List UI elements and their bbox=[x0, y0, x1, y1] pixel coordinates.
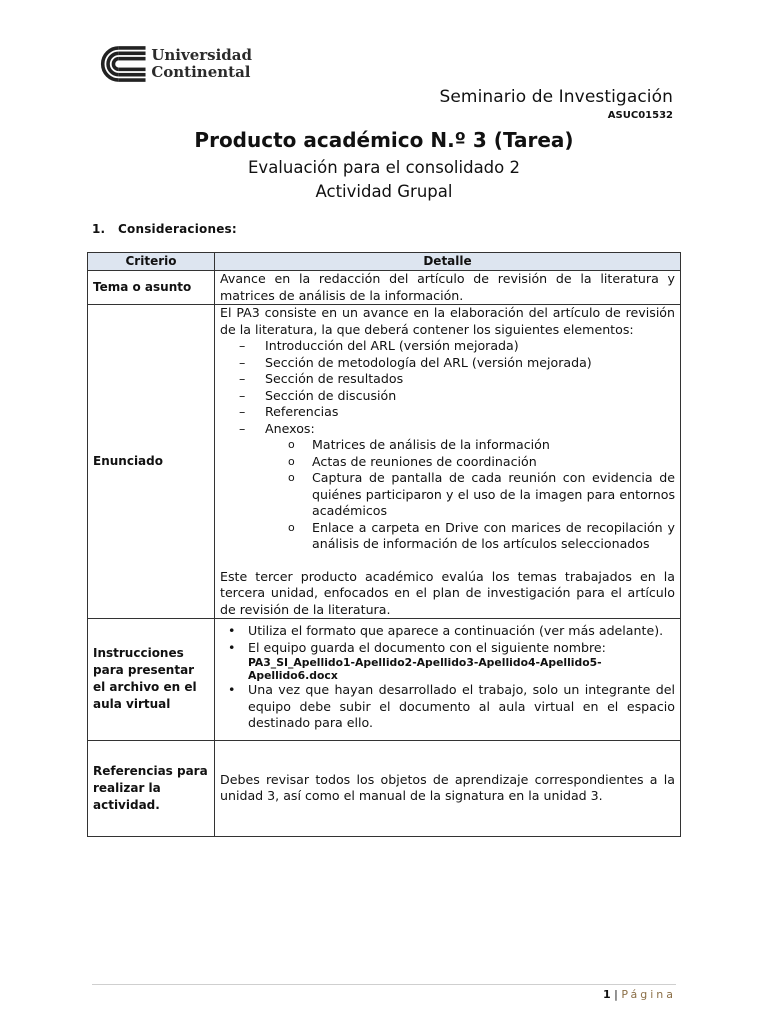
file-name: PA3_SI_Apellido1-Apellido2-Apellido3-Apellido4-Apellido5-Apellido6.docx bbox=[248, 656, 602, 682]
list-item bbox=[220, 640, 675, 683]
list-item: o Matrices de análisis de la información bbox=[220, 437, 675, 454]
section-heading bbox=[92, 222, 237, 236]
instructions-list bbox=[220, 623, 675, 732]
table-row bbox=[88, 305, 681, 619]
page-label: Página bbox=[621, 988, 676, 1001]
list-item: – Sección de resultados bbox=[220, 371, 675, 388]
course-header bbox=[439, 87, 673, 121]
elements-list bbox=[220, 338, 675, 437]
row-detail-tema: Avance en la redacción del artículo de revisión de la literatura y matrices de análisis de la información. bbox=[215, 271, 681, 305]
enunciado-closing: Este tercer producto académico evalúa los temas trabajados en la tercera unidad, enfocados en el plan de investigación para el artículo de revisión de la literatura. bbox=[220, 568, 675, 617]
list-item: – Introducción del ARL (versión mejorada) bbox=[220, 338, 675, 355]
instruction-text: El equipo guarda el documento con el siguiente nombre: bbox=[248, 639, 606, 655]
list-item: • Una vez que hayan desarrollado el trabajo, solo un integrante del equipo debe subir el documento al aula virtual en el espacio destinado para ello. bbox=[220, 682, 675, 732]
list-item: • Utiliza el formato que aparece a continuación (ver más adelante). bbox=[220, 623, 675, 640]
table-row bbox=[88, 271, 681, 305]
enunciado-intro: El PA3 consiste en un avance en la elaboración del artículo de revisión de la literatura, la que deberá contener los siguientes elementos: bbox=[220, 305, 675, 337]
list-item: – Anexos: bbox=[220, 421, 675, 438]
row-label-enunciado: Enunciado bbox=[88, 305, 215, 619]
header-detalle: Detalle bbox=[215, 253, 681, 271]
document-subtitle: Evaluación para el consolidado 2 bbox=[248, 158, 520, 177]
list-item: o Enlace a carpeta en Drive con marices de recopilación y análisis de información de los artículos seleccionados bbox=[220, 520, 675, 553]
list-item: – Sección de metodología del ARL (versión mejorada) bbox=[220, 355, 675, 372]
document-titles bbox=[0, 126, 768, 204]
footer-separator: | bbox=[614, 988, 618, 1001]
row-label-tema: Tema o asunto bbox=[88, 271, 215, 305]
section-number: 1. bbox=[92, 222, 106, 236]
table-row bbox=[88, 619, 681, 741]
university-emblem-icon bbox=[92, 42, 147, 86]
row-label-referencias: Referencias para realizar la actividad. bbox=[88, 740, 215, 836]
row-label-instrucciones: Instrucciones para presentar el archivo en el aula virtual bbox=[88, 619, 215, 741]
table-row bbox=[88, 740, 681, 836]
table-header-row bbox=[88, 253, 681, 271]
logo-line-2: Continental bbox=[151, 63, 251, 81]
page-footer bbox=[603, 988, 676, 1001]
list-item: – Sección de discusión bbox=[220, 388, 675, 405]
page-number: 1 bbox=[602, 988, 611, 1001]
course-code: ASUC01532 bbox=[607, 110, 673, 121]
logo-line-1: Universidad bbox=[151, 46, 252, 64]
list-item: o Actas de reuniones de coordinación bbox=[220, 454, 675, 471]
header-criterio: Criterio bbox=[88, 253, 215, 271]
university-logo bbox=[92, 42, 252, 86]
row-detail-referencias: Debes revisar todos los objetos de aprendizaje correspondientes a la unidad 3, así como el manual de la signatura en la unidad 3. bbox=[215, 740, 681, 836]
course-name: Seminario de Investigación bbox=[439, 87, 673, 107]
activity-type: Actividad Grupal bbox=[315, 182, 453, 201]
section-title: Consideraciones: bbox=[118, 222, 237, 236]
considerations-table bbox=[87, 252, 681, 837]
row-detail-enunciado bbox=[215, 305, 681, 619]
annex-list bbox=[220, 437, 675, 553]
document-title: Producto académico N.º 3 (Tarea) bbox=[194, 128, 574, 152]
list-item: – Referencias bbox=[220, 404, 675, 421]
row-detail-instrucciones bbox=[215, 619, 681, 741]
list-item: o Captura de pantalla de cada reunión con evidencia de quiénes participaron y el uso de la imagen para entornos académicos bbox=[220, 470, 675, 520]
footer-divider bbox=[92, 984, 676, 985]
